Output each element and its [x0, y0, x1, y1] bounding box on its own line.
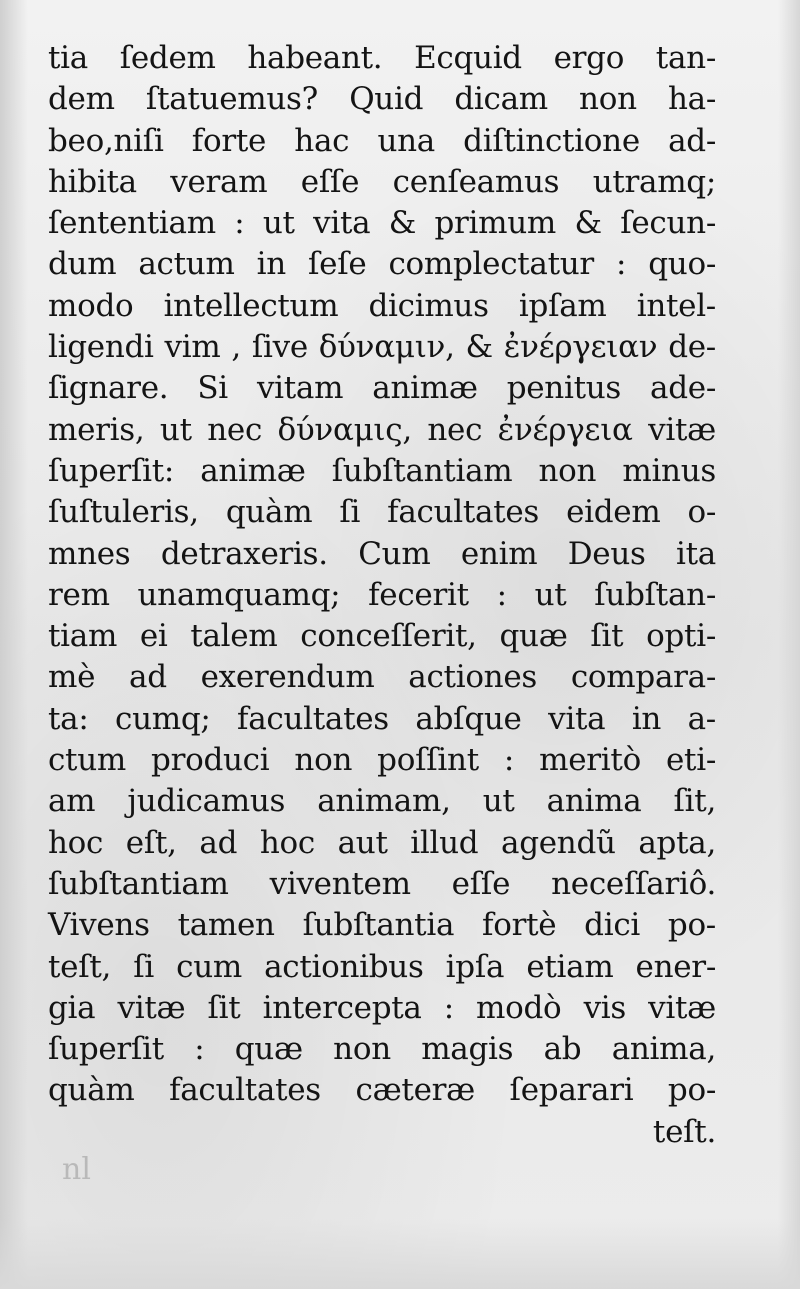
text-line: ligendi vim , ſive δύναμιν, & ἐνέργειαν de- — [48, 329, 716, 366]
text-line: ta: cumq; facultates abſque vita in a- — [48, 700, 716, 737]
text-line: quàm facultates cæteræ ſeparari po- — [48, 1072, 716, 1109]
text-line: ſignare. Si vitam animæ penitus ade- — [48, 370, 716, 407]
text-line-final: teſt. — [652, 1113, 716, 1150]
text-line: ctum produci non poſſint : meritò eti- — [48, 742, 716, 779]
text-line: teſt, ſi cum actionibus ipſa etiam ener- — [48, 948, 716, 985]
text-line: Vivens tamen ſubſtantia fortè dici po- — [48, 907, 716, 944]
text-line: am judicamus animam, ut anima ſit, — [48, 783, 716, 820]
page-left-shadow — [0, 0, 28, 1289]
text-line: ſuſtuleris, quàm ſi facultates eidem o- — [48, 494, 716, 531]
text-line: mè ad exerendum actiones compara- — [48, 659, 716, 696]
text-line: tia ſedem habeant. Ecquid ergo tan- — [48, 40, 716, 76]
text-line: hibita veram eſſe cenſeamus utramq; — [48, 163, 716, 200]
text-line: modo intellectum dicimus ipſam intel- — [48, 287, 716, 324]
text-line: hoc eſt, ad hoc aut illud agendũ apta, — [48, 824, 716, 861]
text-line: ſententiam : ut vita & primum & ſecun- — [48, 205, 716, 242]
page-bottom-shadow — [0, 1219, 800, 1289]
text-line: dem ſtatuemus? Quid dicam non ha- — [48, 81, 716, 118]
page-right-shadow — [778, 0, 800, 1289]
bleed-through-text: nl — [62, 1152, 91, 1187]
text-line: rem unamquamq; fecerit : ut ſubſtan- — [48, 576, 716, 613]
text-line: ſuperſit : quæ non magis ab anima, — [48, 1031, 716, 1068]
body-text — [48, 38, 716, 1153]
text-line: tiam ei talem conceſſerit, quæ ſit opti- — [48, 618, 716, 655]
text-line: meris, ut nec δύναμις, nec ἐνέργεια vitæ — [48, 411, 716, 448]
text-line: gia vitæ ſit intercepta : modò vis vitæ — [48, 989, 716, 1026]
text-line: ſubſtantiam viventem eſſe neceſſariô. — [48, 865, 716, 902]
text-line: ſuperſit: animæ ſubſtantiam non minus — [48, 452, 716, 489]
text-line: dum actum in ſeſe complectatur : quo- — [48, 246, 716, 283]
text-line: mnes detraxeris. Cum enim Deus ita — [48, 535, 716, 572]
text-line: beo,niſi forte hac una diſtinctione ad- — [48, 122, 716, 159]
